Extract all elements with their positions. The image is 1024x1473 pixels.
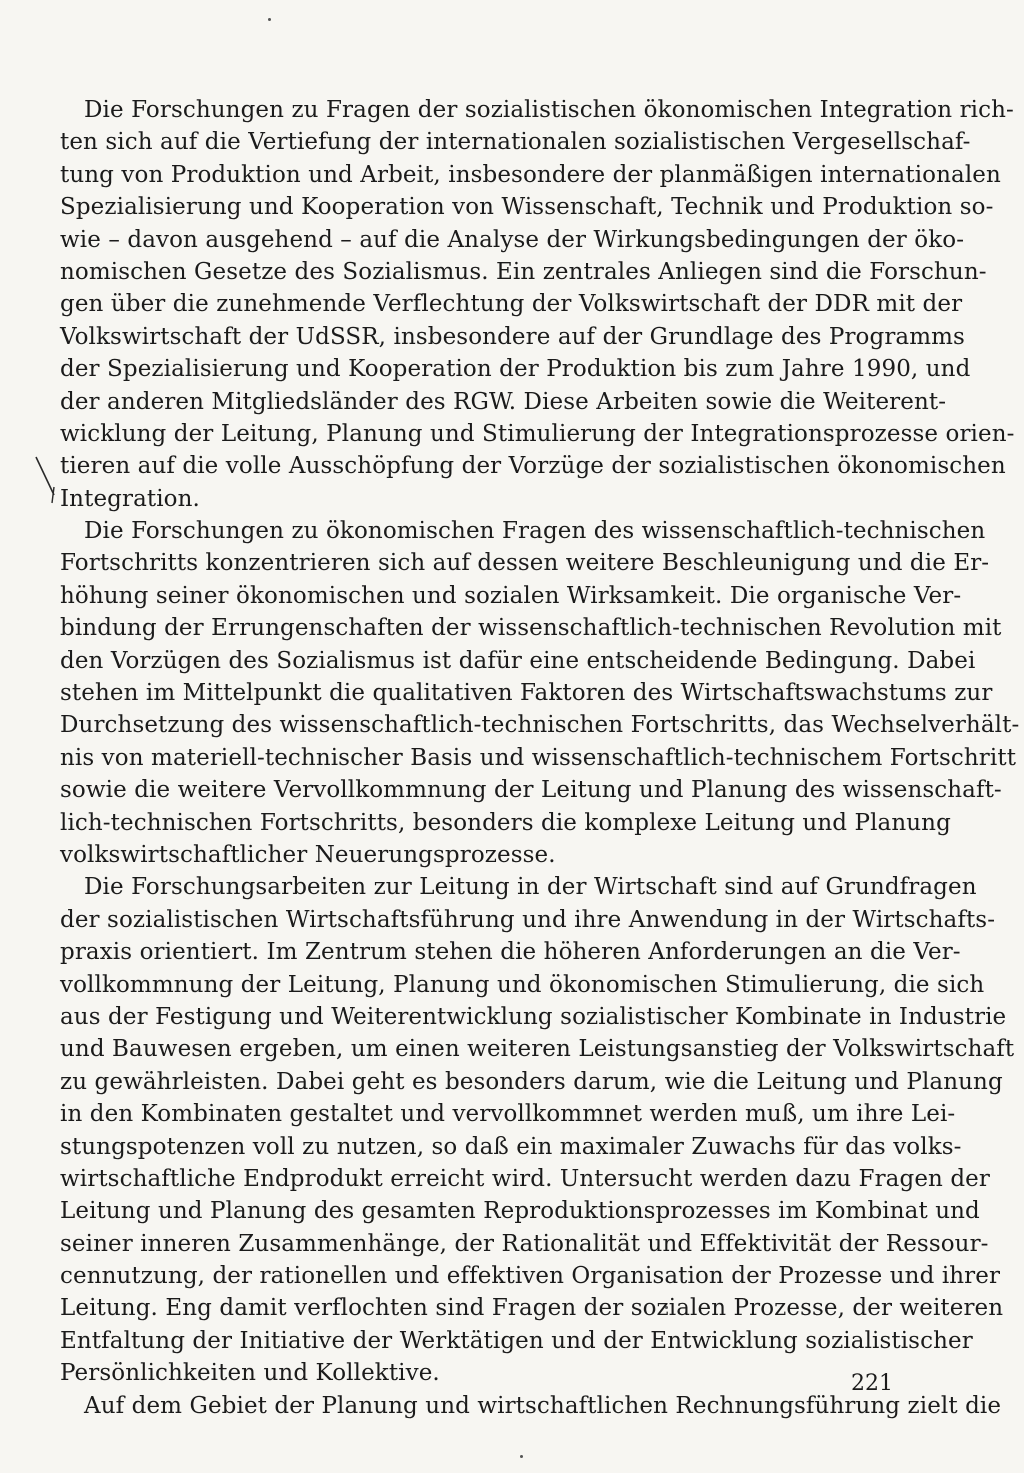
text-line: sowie die weitere Vervollkommnung der Leitung und Planung des wissenschaft- — [60, 777, 1002, 804]
text-line: tieren auf die volle Ausschöpfung der Vorzüge der sozialistischen ökonomischen — [60, 453, 1006, 480]
text-line: Volkswirtschaft der UdSSR, insbesondere auf der Grundlage des Programms — [60, 323, 965, 350]
text-line: der Spezialisierung und Kooperation der Produktion bis zum Jahre 1990, und — [60, 356, 971, 383]
print-speck — [520, 1455, 523, 1458]
text-line: zu gewährleisten. Dabei geht es besonders darum, wie die Leitung und Planung — [60, 1068, 1003, 1095]
text-line: Auf dem Gebiet der Planung und wirtschaftlichen Rechnungsführung zielt die — [84, 1392, 1002, 1419]
text-line: gen über die zunehmende Verflechtung der Volkswirtschaft der DDR mit der — [60, 291, 963, 318]
text-line: tung von Produktion und Arbeit, insbesondere der planmäßigen internationalen — [60, 161, 1001, 188]
text-line: Leitung. Eng damit verflochten sind Fragen der sozialen Prozesse, der weiteren — [60, 1295, 1004, 1322]
print-speck — [268, 18, 271, 21]
text-line: Leitung und Planung des gesamten Reproduktionsprozesses im Kombinat und — [60, 1198, 980, 1225]
text-line: ten sich auf die Vertiefung der internationalen sozialistischen Vergesellschaf- — [60, 129, 971, 156]
text-line: nis von materiell-technischer Basis und wissenschaftlich-technischem Fortschritt — [60, 744, 1017, 771]
text-line: Integration. — [60, 485, 200, 512]
text-line: Die Forschungsarbeiten zur Leitung in der Wirtschaft sind auf Grundfragen — [84, 874, 977, 901]
text-line: den Vorzügen des Sozialismus ist dafür eine entscheidende Bedingung. Dabei — [60, 647, 976, 674]
text-line: cennutzung, der rationellen und effektiven Organisation der Prozesse und ihrer — [60, 1263, 1001, 1290]
text-line: praxis orientiert. Im Zentrum stehen die höheren Anforderungen an die Ver- — [60, 939, 961, 966]
text-line: Die Forschungen zu ökonomischen Fragen des wissenschaftlich-technischen — [84, 518, 986, 545]
text-line: der sozialistischen Wirtschaftsführung und ihre Anwendung in der Wirtschafts- — [60, 906, 996, 933]
text-line: bindung der Errungenschaften der wissenschaftlich-technischen Revolution mit — [60, 615, 1002, 642]
text-line: vollkommnung der Leitung, Planung und ökonomischen Stimulierung, die sich — [60, 971, 985, 998]
text-line: wicklung der Leitung, Planung und Stimulierung der Integrationsprozesse orien- — [60, 420, 1015, 447]
text-line: Fortschritts konzentrieren sich auf dessen weitere Beschleunigung und die Er- — [60, 550, 990, 577]
text-line: wirtschaftliche Endprodukt erreicht wird. Untersucht werden dazu Fragen der — [60, 1165, 990, 1192]
text-line: Durchsetzung des wissenschaftlich-technischen Fortschritts, das Wechselverhält- — [60, 712, 1020, 739]
text-line: höhung seiner ökonomischen und sozialen Wirksamkeit. Die organische Ver- — [60, 582, 962, 609]
text-line: Die Forschungen zu Fragen der sozialistischen ökonomischen Integration rich- — [84, 97, 1014, 123]
text-line: wie – davon ausgehend – auf die Analyse der Wirkungsbedingungen der öko- — [60, 226, 965, 253]
text-line: und Bauwesen ergeben, um einen weiteren Leistungsanstieg der Volkswirtschaft — [60, 1036, 1015, 1063]
text-line: seiner inneren Zusammenhänge, der Rationalität und Effektivität der Ressour- — [60, 1230, 989, 1257]
text-line: Spezialisierung und Kooperation von Wissenschaft, Technik und Produktion so- — [60, 194, 994, 221]
text-line: der anderen Mitgliedsländer des RGW. Diese Arbeiten sowie die Weiterent- — [60, 388, 947, 415]
text-line: Persönlichkeiten und Kollektive. — [60, 1360, 440, 1387]
text-line: volkswirtschaftlicher Neuerungsprozesse. — [60, 841, 556, 868]
body-text — [60, 94, 1020, 1422]
margin-annotation-mark — [30, 455, 60, 505]
text-line: stungspotenzen voll zu nutzen, so daß ein maximaler Zuwachs für das volks- — [60, 1133, 962, 1160]
text-line: Entfaltung der Initiative der Werktätigen und der Entwicklung sozialistischer — [60, 1327, 973, 1354]
page-number: 221 — [851, 1371, 893, 1396]
text-line: stehen im Mittelpunkt die qualitativen Faktoren des Wirtschaftswachstums zur — [60, 680, 993, 707]
text-line: lich-technischen Fortschritts, besonders die komplexe Leitung und Planung — [60, 809, 951, 836]
text-line: in den Kombinaten gestaltet und vervollkommnet werden muß, um ihre Lei- — [60, 1101, 956, 1128]
text-line: nomischen Gesetze des Sozialismus. Ein zentrales Anliegen sind die Forschun- — [60, 258, 987, 285]
text-line: aus der Festigung und Weiterentwicklung sozialistischer Kombinate in Industrie — [60, 1003, 1007, 1030]
